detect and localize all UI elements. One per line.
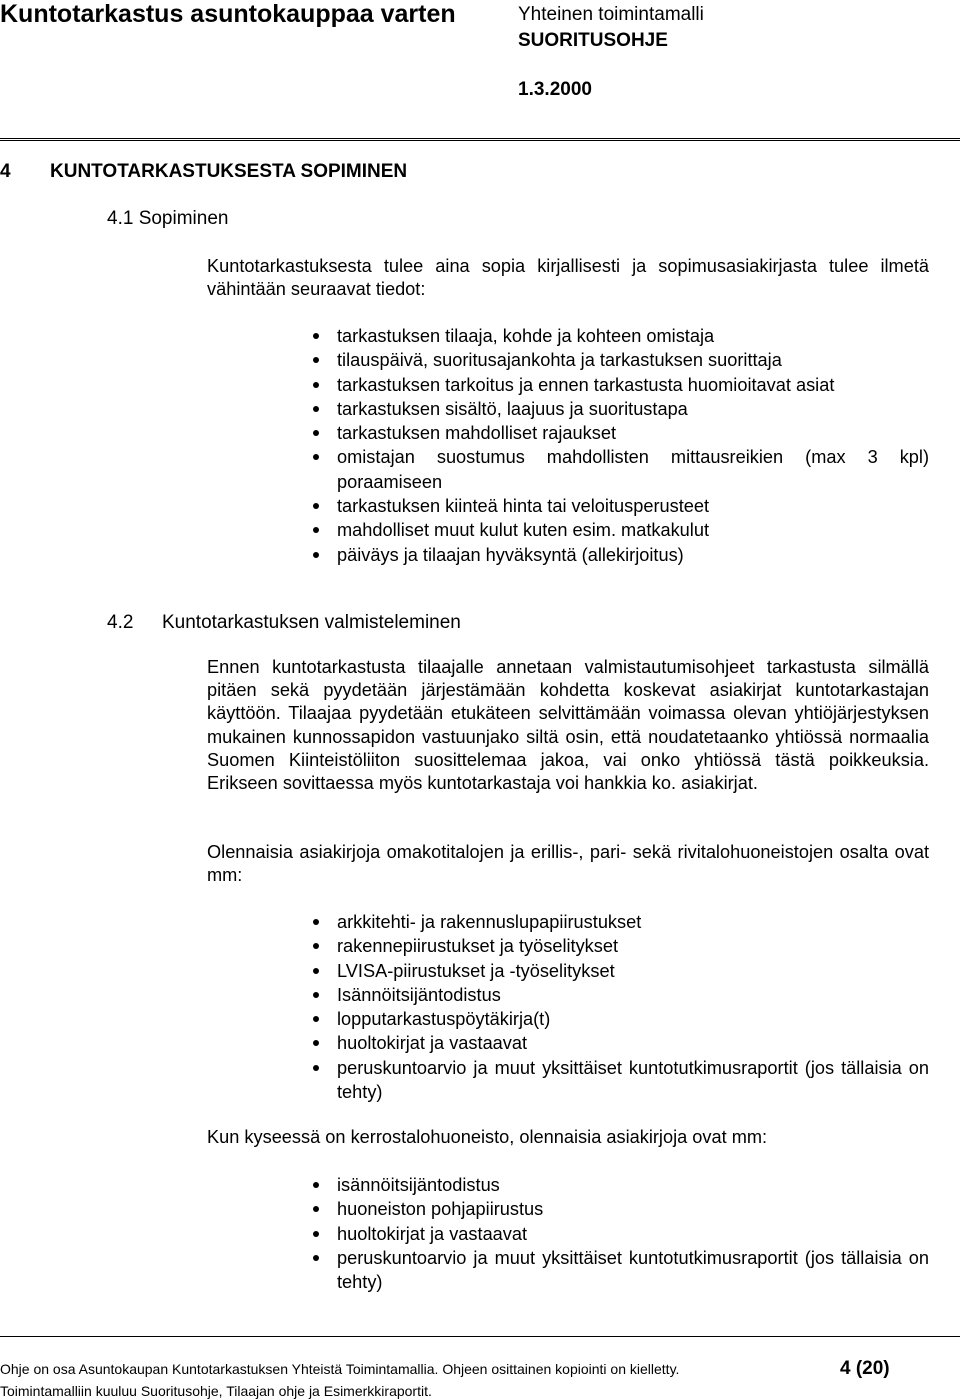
footer-divider (0, 1336, 960, 1337)
subsection-heading-4-1: 4.1 Sopiminen (107, 208, 229, 229)
subsection-heading-4-2 (107, 612, 461, 634)
list-item: huoltokirjat ja vastaavat (337, 1222, 929, 1246)
subsection-number: 4.2 (107, 612, 134, 633)
detached-houses-documents-list (337, 910, 929, 1104)
list-item: peruskuntoarvio ja muut yksittäiset kuntotutkimusraportit (jos tällaisia on tehty) (337, 1246, 929, 1295)
footer-contents-note: Toimintamalliin kuuluu Suoritusohje, Tilaajan ohje ja Esimerkkiraportit. (0, 1383, 432, 1399)
section-title: KUNTOTARKASTUKSESTA SOPIMINEN (50, 161, 408, 182)
list-item: mahdolliset muut kulut kuten esim. matkakulut (337, 518, 929, 542)
subsection-title: Kuntotarkastuksen valmisteleminen (162, 612, 461, 633)
list-item: peruskuntoarvio ja muut yksittäiset kuntotutkimusraportit (jos tällaisia on tehty) (337, 1056, 929, 1105)
apartment-documents-list (337, 1173, 929, 1294)
apartment-documents-intro: Kun kyseessä on kerrostalohuoneisto, olennaisia asiakirjoja ovat mm: (207, 1127, 768, 1147)
detached-houses-documents-intro: Olennaisia asiakirjoja omakotitalojen ja erillis-, pari- sekä rivitalohuoneistojen osalta ovat mm: (207, 842, 929, 886)
section-number: 4 (0, 161, 11, 182)
agreement-details-list (337, 324, 929, 567)
list-item: tilauspäivä, suoritusajankohta ja tarkastuksen suorittaja (337, 348, 929, 372)
footer-copyright-note: Ohje on osa Asuntokaupan Kuntotarkastuksen Yhteistä Toimintamallia. Ohjeen osittainen kopiointi on kielletty. (0, 1361, 680, 1377)
list-item: Isännöitsijäntodistus (337, 983, 929, 1007)
page-number: 4 (20) (840, 1358, 890, 1379)
list-item: päiväys ja tilaajan hyväksyntä (allekirjoitus) (337, 543, 929, 567)
list-item: LVISA-piirustukset ja -työselitykset (337, 959, 929, 983)
list-item: rakennepiirustukset ja työselitykset (337, 934, 929, 958)
list-item: huoltokirjat ja vastaavat (337, 1031, 929, 1055)
list-item: tarkastuksen tarkoitus ja ennen tarkastusta huomioitavat asiat (337, 373, 929, 397)
section-heading (0, 161, 407, 183)
list-item: tarkastuksen kiinteä hinta tai veloitusperusteet (337, 494, 929, 518)
document-subtitle: Yhteinen toimintamalli (518, 4, 704, 25)
list-item: tarkastuksen tilaaja, kohde ja kohteen omistaja (337, 324, 929, 348)
list-item: arkkitehti- ja rakennuslupapiirustukset (337, 910, 929, 934)
list-item: tarkastuksen sisältö, laajuus ja suoritustapa (337, 397, 929, 421)
list-item: omistajan suostumus mahdollisten mittausreikien (max 3 kpl) poraamiseen (337, 445, 929, 494)
document-type: SUORITUSOHJE (518, 30, 668, 51)
list-item: huoneiston pohjapiirustus (337, 1197, 929, 1221)
preparation-paragraph: Ennen kuntotarkastusta tilaajalle annetaan valmistautumisohjeet tarkastusta silmällä pitäen sekä pyydetään järjestämään kohdetta koskevat asiakirjat kuntotarkastajan käyttöön. Tilaajaa pyydetään etukäteen selvittämään voimassa olevan yhtiöjärjestyksen mukainen kunnossapidon vastuunjako siltä osin, että noudatetaanko yhtiössä normaalia Suomen Kiinteistöliiton suosittelemaa jakoa, vai onko yhtiössä tästä poikkeuksia. Erikseen sovittaessa myös kuntotarkastaja voi hankkia ko. asiakirjat. (207, 657, 929, 794)
document-date: 1.3.2000 (518, 79, 592, 100)
document-title: Kuntotarkastus asuntokauppaa varten (0, 0, 456, 28)
agreement-intro-paragraph: Kuntotarkastuksesta tulee aina sopia kirjallisesti ja sopimusasiakirjasta tulee ilmetä vähintään seuraavat tiedot: (207, 256, 929, 300)
list-item: tarkastuksen mahdolliset rajaukset (337, 421, 929, 445)
list-item: isännöitsijäntodistus (337, 1173, 929, 1197)
header-divider (0, 138, 960, 143)
list-item: lopputarkastuspöytäkirja(t) (337, 1007, 929, 1031)
